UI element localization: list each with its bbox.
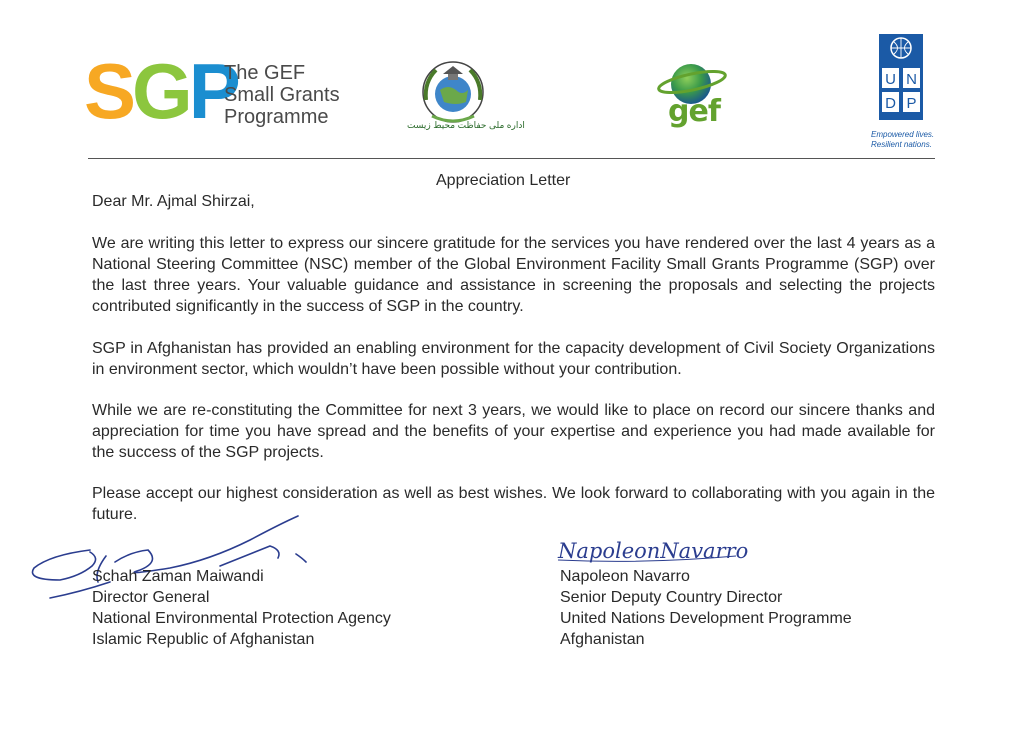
right-signatory: [560, 566, 852, 650]
signatory-title: Director General: [92, 589, 210, 606]
sgp-letter-s: S: [84, 47, 133, 135]
undp-emblem-icon: [879, 34, 923, 120]
sgp-logo-text: [224, 62, 340, 128]
sgp-logo-letters: [84, 47, 237, 135]
undp-letter-p: P: [906, 95, 917, 112]
sgp-text-line: Programme: [224, 106, 329, 128]
nepa-caption: اداره ملی حفاظت محیط زیست: [407, 120, 525, 130]
signatory-name: Schah Zaman Maiwandi: [92, 568, 264, 585]
gef-wordmark: gef: [668, 94, 720, 129]
right-handwritten-signature: [556, 530, 756, 570]
paragraph: While we are re-constituting the Committee for next 3 years, we would like to place on record our sincere thanks and appreciation for time you have spread and the benefits of your expertise and experience you had made available for the success of the SGP projects.: [92, 402, 935, 461]
signatory-country: Islamic Republic of Afghanistan: [92, 631, 315, 648]
salutation: Dear Mr. Ajmal Shirzai,: [92, 193, 255, 210]
right-signature-script: NapoleonNavarro: [558, 539, 749, 563]
undp-letter-d: D: [885, 95, 896, 112]
left-signatory: [92, 566, 391, 650]
undp-tagline-line: Empowered lives.: [871, 130, 935, 139]
undp-tagline: [871, 130, 934, 150]
undp-letter-n: N: [906, 71, 917, 88]
signatory-name: Napoleon Navarro: [560, 568, 690, 585]
sgp-text-line: The GEF: [224, 62, 306, 84]
header-divider: [88, 158, 935, 159]
signatory-title: Senior Deputy Country Director: [560, 589, 783, 606]
letter-title: Appreciation Letter: [436, 172, 571, 189]
signatory-organization: National Environmental Protection Agency: [92, 610, 391, 627]
sgp-letter-p: P: [188, 47, 237, 135]
paragraph: We are writing this letter to express our sincere gratitude for the services you have rendered over the last 4 years as a National Steering Committee (NSC) member of the Global Environment Facility Small Grants Programme (SGP) over the last three years. Your valuable guidance and assistance in screening the proposals and selecting the projects contributed significantly in the success of SGP in the country.: [92, 235, 935, 315]
paragraph: SGP in Afghanistan has provided an enabling environment for the capacity development of Civil Society Organizations in environment sector, which wouldn’t have been possible without your contribution.: [92, 340, 935, 378]
undp-letter-u: U: [885, 71, 896, 88]
undp-logo: [879, 34, 923, 120]
signatory-organization: United Nations Development Programme: [560, 610, 852, 627]
undp-tagline-line: Resilient nations.: [871, 140, 932, 149]
signatory-country: Afghanistan: [560, 631, 645, 648]
sgp-letter-g: G: [132, 47, 189, 135]
sgp-text-line: Small Grants: [224, 84, 340, 106]
paragraph: Please accept our highest consideration as well as best wishes. We look forward to collaborating with you again in the future.: [92, 485, 935, 523]
